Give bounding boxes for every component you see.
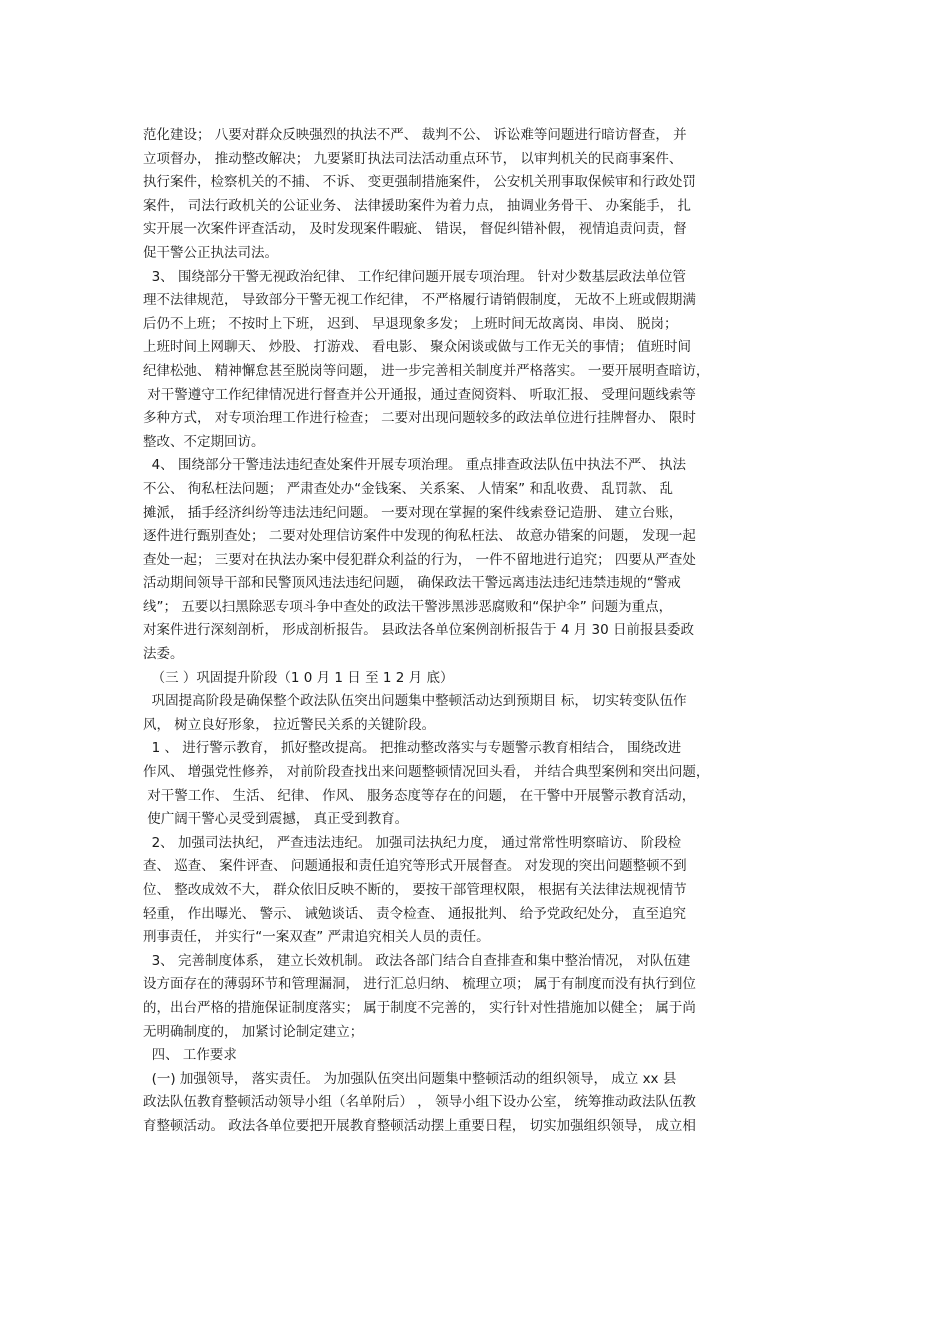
text-line: 活动期间领导干部和民警顶风违法违纪问题， 确保政法干警远离违法违纪违禁违规的“警戒 — [143, 575, 681, 592]
text-line: 促干警公正执法司法。 — [143, 244, 278, 261]
text-line: 4、 围绕部分干警违法违纪查处案件开展专项治理。 重点排查政法队伍中执法不严、 执法 — [143, 457, 687, 474]
text-line: 理不法律规范， 导致部分干警无视工作纪律， 不严格履行请销假制度， 无故不上班或假期满 — [143, 292, 696, 309]
text-line: 实开展一次案件评查活动， 及时发现案件暇疵、 错误， 督促纠错补假， 视情追责问责，督 — [143, 221, 687, 238]
text-line: 设方面存在的薄弱环节和管理漏洞， 进行汇总归纳、 梳理立项； 属于有制度而没有执行到位 — [143, 976, 696, 993]
text-line: 查处一起； 三要对在执法办案中侵犯群众利益的行为， 一件不留地进行追究； 四要从严查处 — [143, 551, 696, 568]
text-line: 1 、 进行警示教育， 抓好整改提高。 把推动整改落实与专题警示教育相结合， 围绕改进 — [143, 740, 682, 757]
text-line: 的，出台严格的措施保证制度落实； 属于制度不完善的， 实行针对性措施加以健全； 属于尚 — [143, 999, 696, 1016]
text-line: （三 ）巩固提升阶段（1 0 月 1 日 至 1 2 月 底） — [143, 669, 454, 686]
text-line: 立项督办， 推动整改解决； 九要紧盯执法司法活动重点环节， 以审判机关的民商事案件、 — [143, 150, 683, 167]
text-line: 使广阔干警心灵受到震撼， 真正受到教育。 — [143, 811, 409, 828]
text-line: 执行案件，检察机关的不捕、 不诉、 变更强制措施案件， 公安机关刑事取保候审和行政处罚 — [143, 174, 696, 191]
text-line: 摊派， 插手经济纠纷等违法违纪问题。 一要对现在掌握的案件线索登记造册、 建立台账， — [143, 504, 683, 521]
text-line: 逐件进行甄别查处； 二要对处理信访案件中发现的徇私枉法、 故意办错案的问题， 发现一起 — [143, 528, 696, 545]
document-body — [143, 124, 815, 1139]
text-line: 纪律松弛、 精神懈怠甚至脱岗等问题， 进一步完善相关制度并严格落实。 一要开展明查暗访， — [143, 362, 710, 379]
text-line: 查、 巡查、 案件评查、 问题通报和责任追究等形式开展督查。 对发现的突出问题整顿不到 — [143, 858, 687, 875]
text-line: 育整顿活动。 政法各单位要把开展教育整顿活动摆上重要日程， 切实加强组织领导， 成立相 — [143, 1117, 696, 1134]
text-line: 刑事责任， 并实行“一案双查” 严肃追究相关人员的责任。 — [143, 929, 490, 946]
text-line: 不公、 徇私枉法问题； 严肃查处办“金钱案、 关系案、 人情案” 和乱收费、 乱罚款、 乱 — [143, 480, 674, 497]
text-line: 对干警遵守工作纪律情况进行督查并公开通报，通过查阅资料、 听取汇报、 受理问题线索等 — [143, 386, 696, 403]
text-line: 作风、 增强党性修养， 对前阶段查找出来问题整顿情况回头看， 并结合典型案例和突出问题， — [143, 764, 710, 781]
text-line: 2、 加强司法执纪， 严查违法违纪。 加强司法执纪力度， 通过常常性明察暗访、 阶段检 — [143, 834, 682, 851]
text-line: 对干警工作、 生活、 纪律、 作风、 服务态度等存在的问题， 在干警中开展警示教育活动， — [143, 787, 696, 804]
text-line: (一) 加强领导， 落实责任。 为加强队伍突出问题集中整顿活动的组织领导， 成立 xx 县 — [143, 1070, 677, 1087]
text-line: 无明确制度的， 加紧讨论制定建立； — [143, 1023, 364, 1040]
text-line: 线”； 五要以扫黑除恶专项斗争中查处的政法干警涉黑涉恶腐败和“保护伞” 问题为重点， — [143, 598, 673, 615]
text-line: 法委。 — [143, 646, 184, 663]
text-line: 整改、不定期回访。 — [143, 433, 265, 450]
text-line: 位、 整改成效不大， 群众依旧反映不断的， 要按干部管理权限， 根据有关法律法规视情节 — [143, 882, 687, 898]
text-line: 四、 工作要求 — [143, 1047, 237, 1064]
text-line: 后仍不上班； 不按时上下班， 迟到、 早退现象多发； 上班时间无故离岗、串岗、 脱岗； — [143, 315, 678, 332]
text-line: 上班时间上网聊天、 炒股、 打游戏、 看电影、 聚众闲谈或做与工作无关的事情； 值班时间 — [143, 339, 691, 356]
text-line: 多种方式， 对专项治理工作进行检查； 二要对出现问题较多的政法单位进行挂牌督办、 限时 — [143, 410, 696, 427]
text-line: 对案件进行深刻剖析， 形成剖析报告。 县政法各单位案例剖析报告于 4 月 30 日前报县委政 — [143, 622, 695, 639]
text-line: 范化建设； 八要对群众反映强烈的执法不严、 裁判不公、 诉讼难等问题进行暗访督查， 并 — [143, 127, 687, 143]
text-line: 巩固提高阶段是确保整个政法队伍突出问题集中整顿活动达到预期目 标， 切实转变队伍作 — [143, 693, 687, 710]
text-line: 风， 树立良好形象， 拉近警民关系的关键阶段。 — [143, 716, 436, 733]
text-line: 轻重， 作出曝光、 警示、 诫勉谈话、 责令检查、 通报批判、 给予党政纪处分， 直至追究 — [143, 905, 687, 922]
text-line: 3、 围绕部分干警无视政治纪律、 工作纪律问题开展专项治理。 针对少数基层政法单位管 — [143, 268, 687, 285]
text-line: 案件， 司法行政机关的公证业务、 法律援助案件为着力点， 抽调业务骨干、 办案能手， 扎 — [143, 197, 691, 214]
text-line: 3、 完善制度体系， 建立长效机制。 政法各部门结合自查排查和集中整治情况， 对队伍建 — [143, 952, 691, 969]
text-line: 政法队伍教育整顿活动领导小组（名单附后） ， 领导小组下设办公室， 统筹推动政法队伍教 — [143, 1094, 696, 1111]
